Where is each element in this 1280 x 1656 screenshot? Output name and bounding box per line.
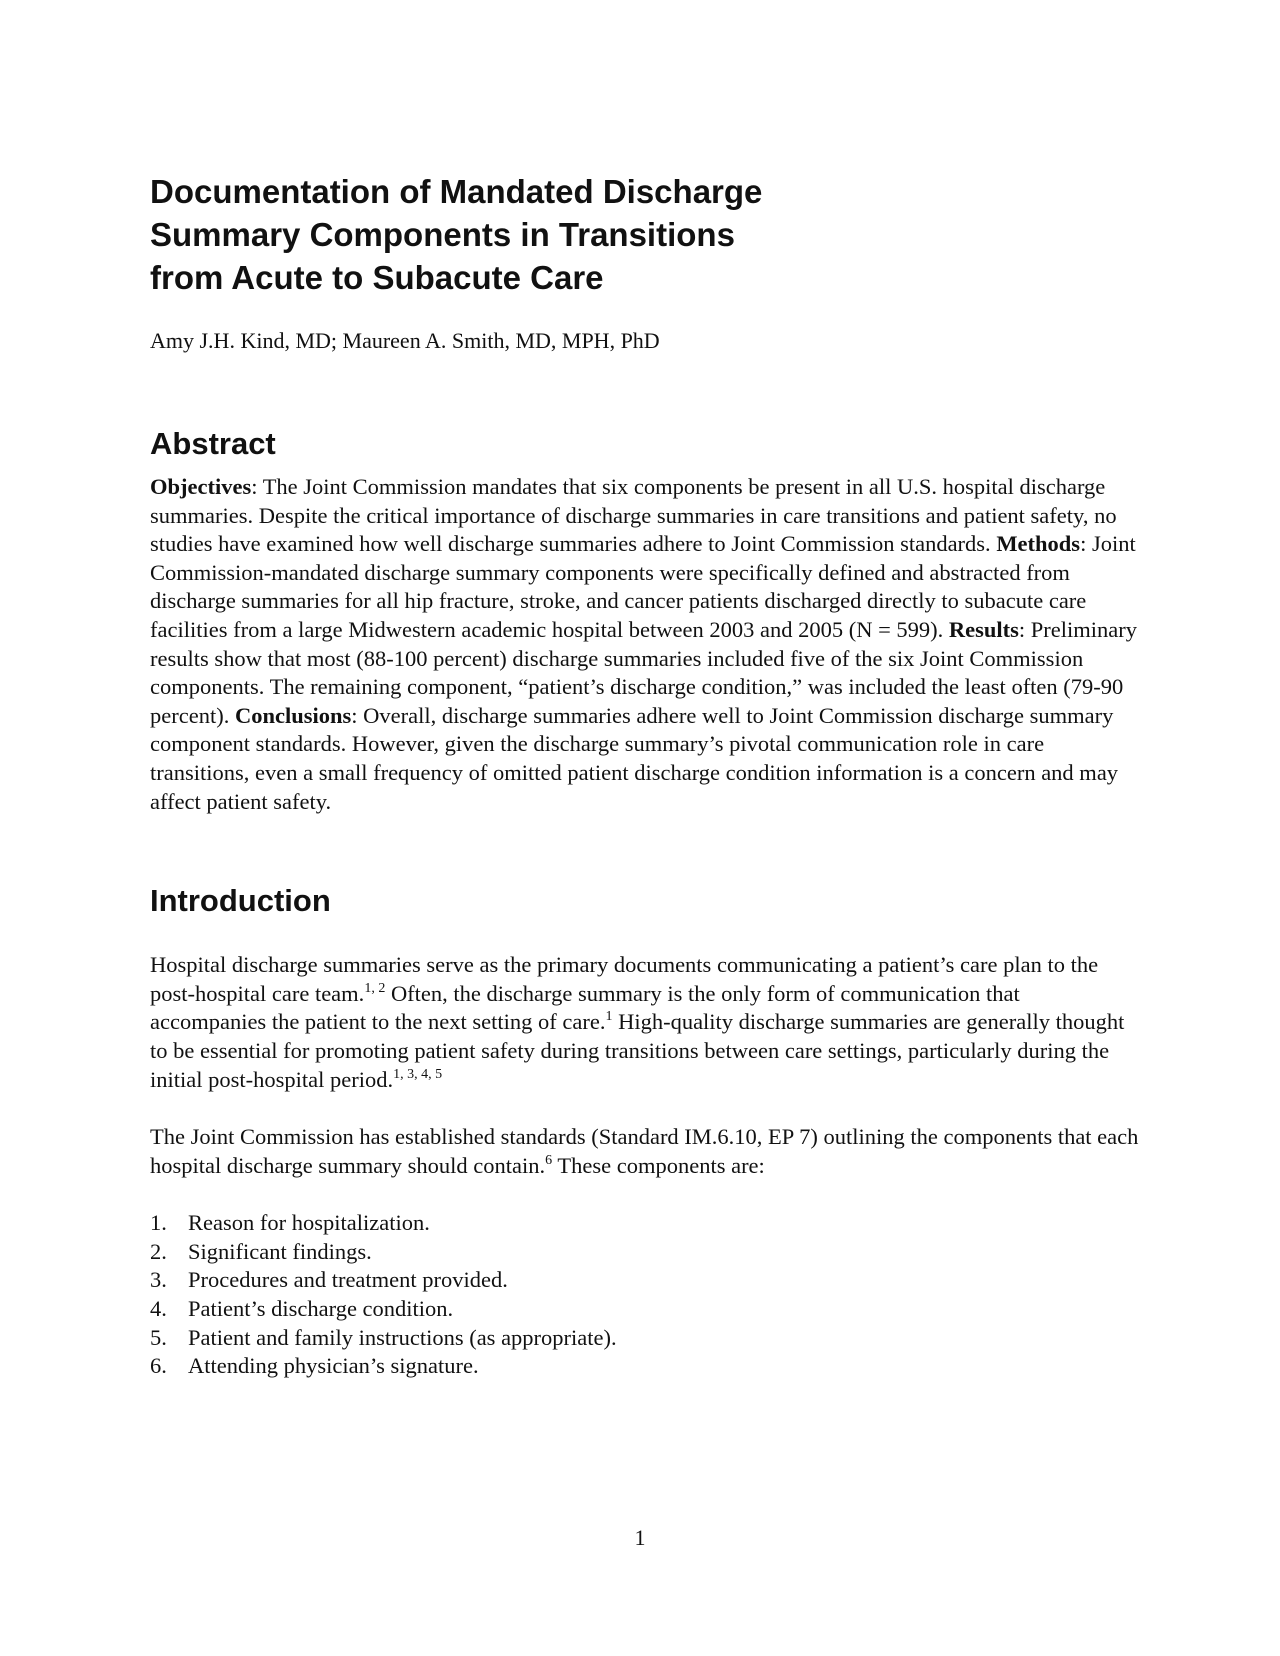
objectives-label: Objectives [150,474,252,499]
intro-text: High-quality discharge summaries are generally thought to be essential for promoting patient safety during transitions between care settings, particularly during the initial post-hospital period. [150,1009,1125,1092]
intro-text: The Joint Commission has established standards (Standard IM.6.10, EP 7) outlining the components that each hospital discharge summary should contain. [150,1124,1139,1178]
title-line: from Acute to Subacute Care [150,259,604,296]
list-number: 6. [150,1353,167,1379]
list-number: 5. [150,1324,167,1350]
introduction-heading: Introduction [150,883,331,919]
list-text: Significant findings. [188,1238,372,1264]
results-label: Results [948,616,1019,642]
paper-title [150,170,1140,299]
list-number: 3. [150,1267,167,1293]
list-item [150,1238,1140,1267]
list-text: Reason for hospitalization. [188,1210,430,1236]
abstract-body [150,473,1140,816]
introduction-paragraph-1 [150,951,1140,1094]
document-page [150,170,1140,1381]
conclusions-label: Conclusions [234,702,352,728]
author-list: Amy J.H. Kind, MD; Maureen A. Smith, MD, MPH, PhD [150,328,660,353]
list-item [150,1352,1140,1381]
introduction-paragraph-2 [150,1123,1140,1180]
methods-text: : Joint Commission-mandated discharge summary components were specifically defined and abstracted from discharge summaries for all hip fracture, stroke, and cancer patients discharged directly to subacute care facilities from a large Midwestern academic hospital between 2003 and 2005 (N = 599). [150,531,1136,642]
citation-ref: 1, 2 [364,980,386,996]
results-text: : Preliminary results show that most (88-100 percent) discharge summaries included five of the six Joint Commission components. The remaining component, “patient’s discharge condition,” was included the least often (79-90 percent). [150,616,1138,728]
list-item [150,1295,1140,1324]
list-text: Patient and family instructions (as appropriate). [188,1324,617,1350]
list-number: 1. [150,1210,167,1236]
list-text: Procedures and treatment provided. [188,1267,508,1293]
components-list [150,1209,1140,1381]
list-text: Attending physician’s signature. [188,1353,479,1379]
page-number: 1 [634,1525,646,1550]
objectives-text: : The Joint Commission mandates that six components be present in all U.S. hospital discharge summaries. Despite the critical importance of discharge summaries in care transitions and patient safety, no studies have examined how well discharge summaries adhere to Joint Commission standards. [150,474,1117,557]
title-line: Documentation of Mandated Discharge [150,173,763,210]
list-item [150,1266,1140,1295]
list-number: 2. [150,1238,167,1264]
list-number: 4. [150,1296,167,1322]
citation-ref: 1 [605,1009,613,1025]
intro-text: These components are: [552,1152,765,1178]
list-text: Patient’s discharge condition. [188,1296,454,1322]
list-item [150,1209,1140,1238]
citation-ref: 6 [545,1152,553,1168]
intro-text: Hospital discharge summaries serve as the primary documents communicating a patient’s care plan to the post-hospital care team. [150,952,1099,1006]
conclusions-text: : Overall, discharge summaries adhere well to Joint Commission discharge summary component standards. However, given the discharge summary’s pivotal communication role in care transitions, even a small frequency of omitted patient discharge condition information is a concern and may affect patient safety. [150,702,1119,814]
citation-ref: 1, 3, 4, 5 [393,1066,443,1082]
title-line: Summary Components in Transitions [150,216,735,253]
list-item [150,1324,1140,1353]
methods-label: Methods [996,531,1081,557]
intro-text: Often, the discharge summary is the only form of communication that accompanies the patient to the next setting of care. [150,980,1020,1035]
abstract-heading: Abstract [150,426,276,461]
